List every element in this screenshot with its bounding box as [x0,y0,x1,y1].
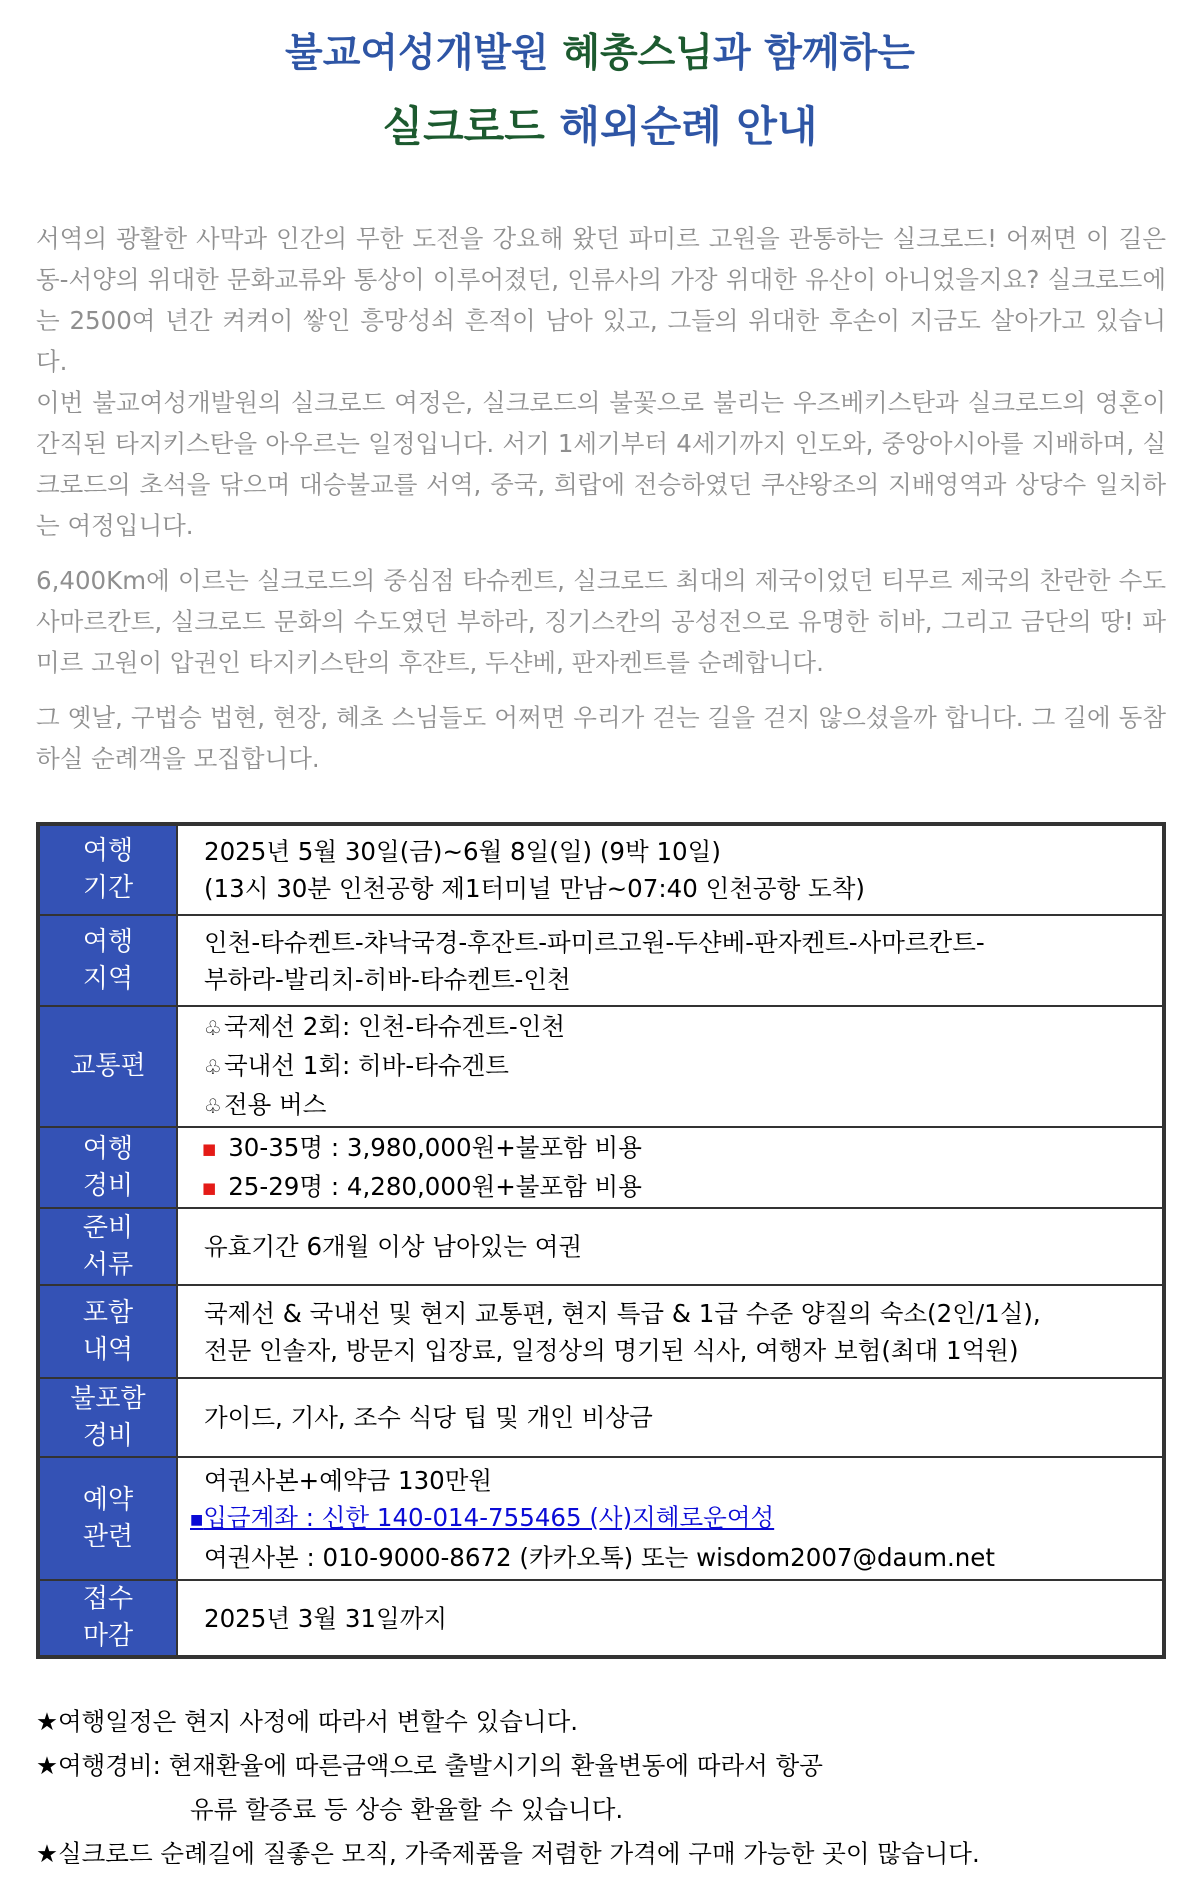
row-region [40,916,1162,1005]
notes [36,1700,1166,1876]
title-line-1 [0,22,1200,78]
label-region: 여행 지역 [40,916,176,1005]
row-excluded [40,1379,1162,1456]
label-booking: 예약 관련 [40,1458,176,1579]
row-docs [40,1209,1162,1284]
label-docs: 준비 서류 [40,1209,176,1284]
red-square-bullet-icon: ■ [202,1139,217,1158]
cost-item: ■ 30-35명 : 3,980,000원+불포함 비용 [202,1132,642,1162]
booking-contact: 여권사본 : 010-9000-8672 (카카오톡) 또는 wisdom2007@daum.net [204,1542,995,1572]
value-booking [178,1458,1162,1579]
club-suit-outline-icon: ♧ [204,1016,222,1040]
cost-item: ■ 25-29명 : 4,280,000원+불포함 비용 [202,1171,642,1201]
label-period: 여행 기간 [40,826,176,914]
row-cost [40,1128,1162,1207]
title-line-2 [0,94,1200,154]
value-transport [178,1007,1162,1126]
trip-info-table [36,822,1166,1659]
label-transport: 교통편 [40,1007,176,1126]
title-org: 불교여성개발원 [285,31,549,76]
value-deadline: 2025년 3월 31일까지 [178,1581,1162,1655]
note-schedule: ★여행일정은 현지 사정에 따라서 변할수 있습니다. [36,1707,579,1736]
blue-square-bullet-icon: ■ [190,1511,204,1528]
label-deadline: 접수 마감 [40,1581,176,1655]
bank-account-link[interactable]: ■입금계좌 : 신한 140-014-755465 (사)지혜로운여성 [190,1502,775,1532]
booking-deposit: 여권사본+예약금 130만원 [204,1465,493,1495]
row-transport [40,1007,1162,1126]
period-dates: 2025년 5월 30일(금)~6월 8일(일) (9박 10일) [204,837,721,866]
route-line-1: 인천-타슈켄트-챠낙국경-후잔트-파미르고원-두샨베-판자켄트-사마르칸트- [204,927,985,957]
title-monk: 혜총스님 [562,31,714,76]
row-deadline [40,1581,1162,1655]
row-booking [40,1458,1162,1579]
title-pilgrimage: 해외순례 안내 [559,102,818,151]
club-suit-outline-icon: ♧ [204,1055,222,1079]
label-excluded: 불포함 경비 [40,1379,176,1456]
intro-paragraph-1: 서역의 광활한 사막과 인간의 무한 도전을 강요해 왔던 파미르 고원을 관통하는 실크로드! 어쩌면 이 길은 동-서양의 위대한 문화교류와 통상이 이루어졌던, 인류사의 가장 위대한 유산이 아니었을지요? 실크로드에는 2500여 년간 켜켜이 쌓인 흥망성쇠 흔적이 남아 있고, 그들의 위대한 후손이 지금도 살아가고 있습니다. [36,224,1166,376]
transport-item: ♧전용 버스 [204,1090,327,1119]
row-period [40,826,1162,914]
period-meeting: (13시 30분 인천공항 제1터미널 만남~07:40 인천공항 도착) [204,874,865,903]
value-docs: 유효기간 6개월 이상 남아있는 여권 [178,1209,1162,1284]
intro-paragraph-3: 6,400Km에 이르는 실크로드의 중심점 타슈켄트, 실크로드 최대의 제국이었던 티무르 제국의 찬란한 수도 사마르칸트, 실크로드 문화의 수도였던 부하라, 징기스칸의 공성전으로 유명한 히바, 그리고 금단의 땅! 파미르 고원이 압권인 타지키스탄의 후쟌트, 두샨베, 판자켄트를 순례합니다. [36,566,1166,677]
value-included: 국제선 & 국내선 및 현지 교통편, 현지 특급 & 1급 수준 양질의 숙소(2인/1실), 전문 인솔자, 방문지 입장료, 일정상의 명기된 식사, 여행자 보험(최대 1억원) [178,1286,1162,1377]
label-cost: 여행 경비 [40,1128,176,1207]
title-with: 과 함께하는 [713,31,915,76]
value-excluded: 가이드, 기사, 조수 식당 팁 및 개인 비상금 [178,1379,1162,1456]
value-region [178,916,1162,1005]
intro-paragraph-4: 그 옛날, 구법승 법현, 현장, 혜초 스님들도 어쩌면 우리가 걷는 길을 걷지 않으셨을까 합니다. 그 길에 동참하실 순례객을 모집합니다. [36,703,1166,773]
intro-paragraph-2: 이번 불교여성개발원의 실크로드 여정은, 실크로드의 불꽃으로 불리는 우즈베키스탄과 실크로드의 영혼이 간직된 타지키스탄을 아우르는 일정입니다. 서기 1세기부터 4세기까지 인도와, 중앙아시아를 지배하며, 실크로드의 초석을 닦으며 대승불교를 서역, 중국, 희랍에 전승하였던 쿠샨왕조의 지배영역과 상당수 일치하는 여정입니다. [36,388,1166,540]
club-suit-outline-icon: ♧ [204,1094,222,1118]
note-shopping: ★실크로드 순례길에 질좋은 모직, 가죽제품을 저렴한 가격에 구매 가능한 곳이 많습니다. [36,1839,980,1868]
route-line-2: 부하라-발리치-히바-타슈켄트-인천 [204,964,571,994]
intro-text [36,218,1166,779]
value-period [178,826,1162,914]
row-included [40,1286,1162,1377]
transport-item: ♧국제선 2회: 인천-타슈겐트-인천 [204,1012,566,1041]
title-silkroad: 실크로드 [382,102,545,151]
note-cost: ★여행경비: 현재환율에 따른금액으로 출발시기의 환율변동에 따라서 항공 [36,1751,823,1780]
transport-item: ♧국내선 1회: 히바-타슈겐트 [204,1051,509,1080]
value-cost [178,1128,1162,1207]
label-included: 포함 내역 [40,1286,176,1377]
red-square-bullet-icon: ■ [202,1178,217,1197]
note-cost-continued: 유류 할증료 등 상승 환율할 수 있습니다. [190,1795,624,1824]
